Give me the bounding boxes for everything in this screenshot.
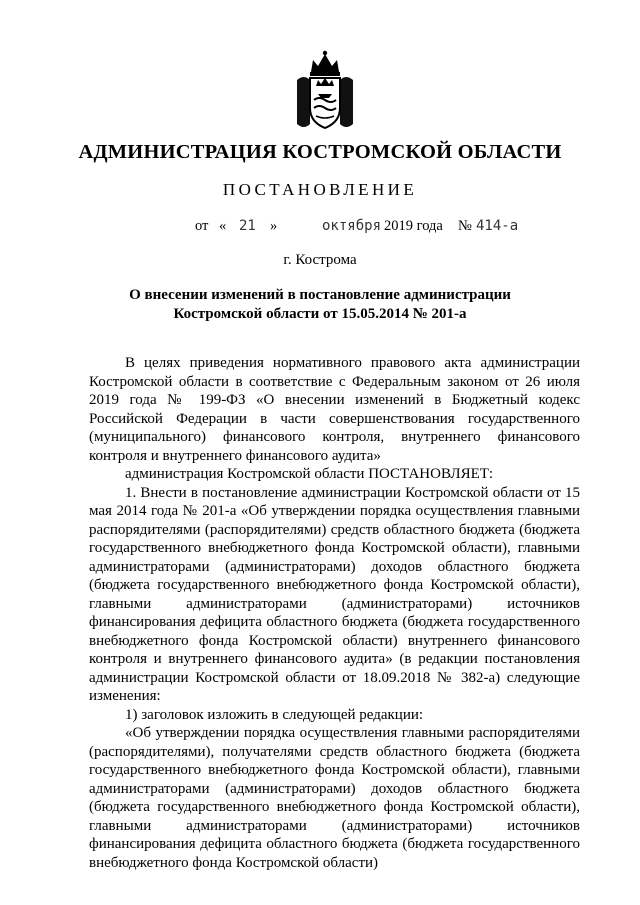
date-prefix: от [195,218,209,234]
date-month: октября [322,218,382,234]
preamble-paragraph: В целях приведения нормативного правового акта администрации Костромской области в соответствие с Федеральным законом от 26 июля 2019 года № 199-ФЗ «О внесении изменений в Бюджетный кодекс Российской Федерации в части совершенствования государственного (муниципального) финансового контроля, внутреннего финансового контроля и внутреннего финансового аудита» [89,355,580,464]
document-number: 414-а [476,218,519,234]
date-day: 21 [239,218,256,234]
organization-title: АДМИНИСТРАЦИЯ КОСТРОМСКОЙ ОБЛАСТИ [78,141,562,163]
date-year: 2019 года [384,218,443,234]
coat-of-arms-icon [294,50,356,132]
document-type: ПОСТАНОВЛЕНИЕ [222,180,418,199]
quote-close: » [270,218,278,234]
document-body [89,354,580,872]
quote-open: « [219,218,227,234]
subitem-1-paragraph: 1) заголовок изложить в следующей редакции: [125,706,424,723]
quoted-title-paragraph: «Об утверждении порядка осуществления главными распорядителями (распорядителями), получателями средств областного бюджета (бюджета государственного внебюджетного фонда Костромской области), главными администраторами (администраторами) доходов областного бюджета (бюджета государственного внебюджетного фонда Костромской области), главными администраторами (администраторами) источников финансирования дефицита областного бюджета (бюджета государственного внебюджетного фонда Костромской области) [89,725,580,871]
subject-line-2: Костромской области от 15.05.2014 № 201-а [173,306,467,322]
item-1-paragraph: 1. Внести в постановление администрации Костромской области от 15 мая 2014 года № 201-а «Об утверждении порядка осуществления главными распорядителями (распорядителями) средств областного бюджета (бюджета государственного внебюджетного фонда Костромской области), главными администраторами (администраторами) доходов областного бюджета (бюджета государственного внебюджетного фонда Костромской области), главными администраторами (администраторами) источников финансирования дефицита областного бюджета (бюджета государственного внебюджетного фонда Костромской области) внутреннего финансового контроля и внутреннего финансового аудита» (в редакции постановления администрации Костромской области от 18.09.2018 № 382-а) следующие изменения: [89,484,580,704]
number-label: № [458,218,472,234]
subject-line-1: О внесении изменений в постановление администрации [129,287,511,303]
document-subject [100,286,540,324]
city-name: г. Кострома [283,252,357,268]
decree-paragraph: администрация Костромской области ПОСТАНОВЛЯЕТ: [125,466,494,482]
